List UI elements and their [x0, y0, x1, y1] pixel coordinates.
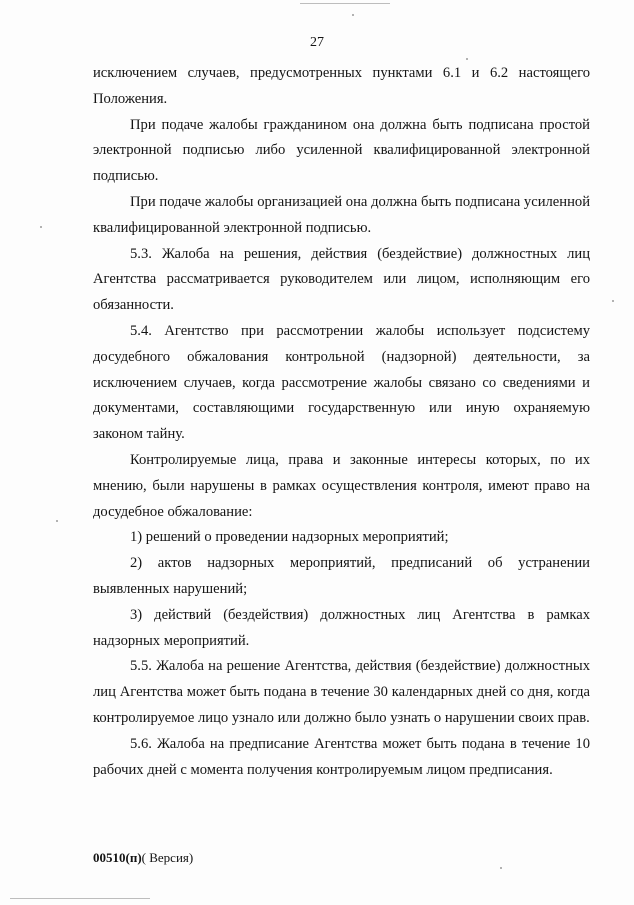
- list-item-1: 1) решений о проведении надзорных мероприятий;: [130, 529, 449, 546]
- list-item-3: 3) действий (бездействия) должностных лиц Агентства в рамках надзорных мероприятий.: [93, 606, 590, 649]
- paragraph-citizen-signature: При подаче жалобы гражданином она должна быть подписана простой электронной подписью либо усиленной квалифицированной электронной подписью.: [93, 116, 590, 185]
- paragraph-5-6: 5.6. Жалоба на предписание Агентства может быть подана в течение 10 рабочих дней с момента получения контролируемым лицом предписания.: [93, 735, 590, 778]
- scan-speck: [56, 520, 58, 522]
- scan-bottom-rule: [10, 898, 150, 899]
- document-version: ( Версия): [141, 850, 194, 865]
- paragraph-organization-signature: При подаче жалобы организацией она должна быть подписана усиленной квалифицированной электронной подписью.: [93, 193, 590, 236]
- document-body: [93, 61, 590, 783]
- scan-speck: [500, 867, 502, 869]
- document-footer: [93, 850, 193, 866]
- scan-top-rule: [300, 3, 390, 4]
- paragraph-continuation: исключением случаев, предусмотренных пунктами 6.1 и 6.2 настоящего Положения.: [93, 65, 590, 107]
- scan-speck: [612, 300, 614, 302]
- paragraph-5-3: 5.3. Жалоба на решения, действия (бездействие) должностных лиц Агентства рассматривается руководителем или лицом, исполняющим его обязанности.: [93, 245, 590, 314]
- scan-speck: [352, 14, 354, 16]
- document-code: 00510(п): [93, 850, 142, 865]
- scan-speck: [466, 58, 468, 60]
- page-number: 27: [310, 35, 324, 50]
- paragraph-5-5: 5.5. Жалоба на решение Агентства, действия (бездействие) должностных лиц Агентства может быть подана в течение 30 календарных дней со дня, когда контролируемое лицо узнало или должно было узнать о нарушении своих прав.: [93, 658, 590, 726]
- list-item-2: 2) актов надзорных мероприятий, предписаний об устранении выявленных нарушений;: [93, 555, 590, 597]
- scan-speck: [40, 226, 42, 228]
- paragraph-controlled-persons: Контролируемые лица, права и законные интересы которых, по их мнению, были нарушены в рамках осуществления контроля, имеют право на досудебное обжалование:: [93, 451, 590, 520]
- paragraph-5-4: 5.4. Агентство при рассмотрении жалобы использует подсистему досудебного обжалования контрольной (надзорной) деятельности, за исключением случаев, когда рассмотрение жалобы связано со сведениями и документами, составляющими государственную или иную охраняемую законом тайну.: [93, 322, 590, 443]
